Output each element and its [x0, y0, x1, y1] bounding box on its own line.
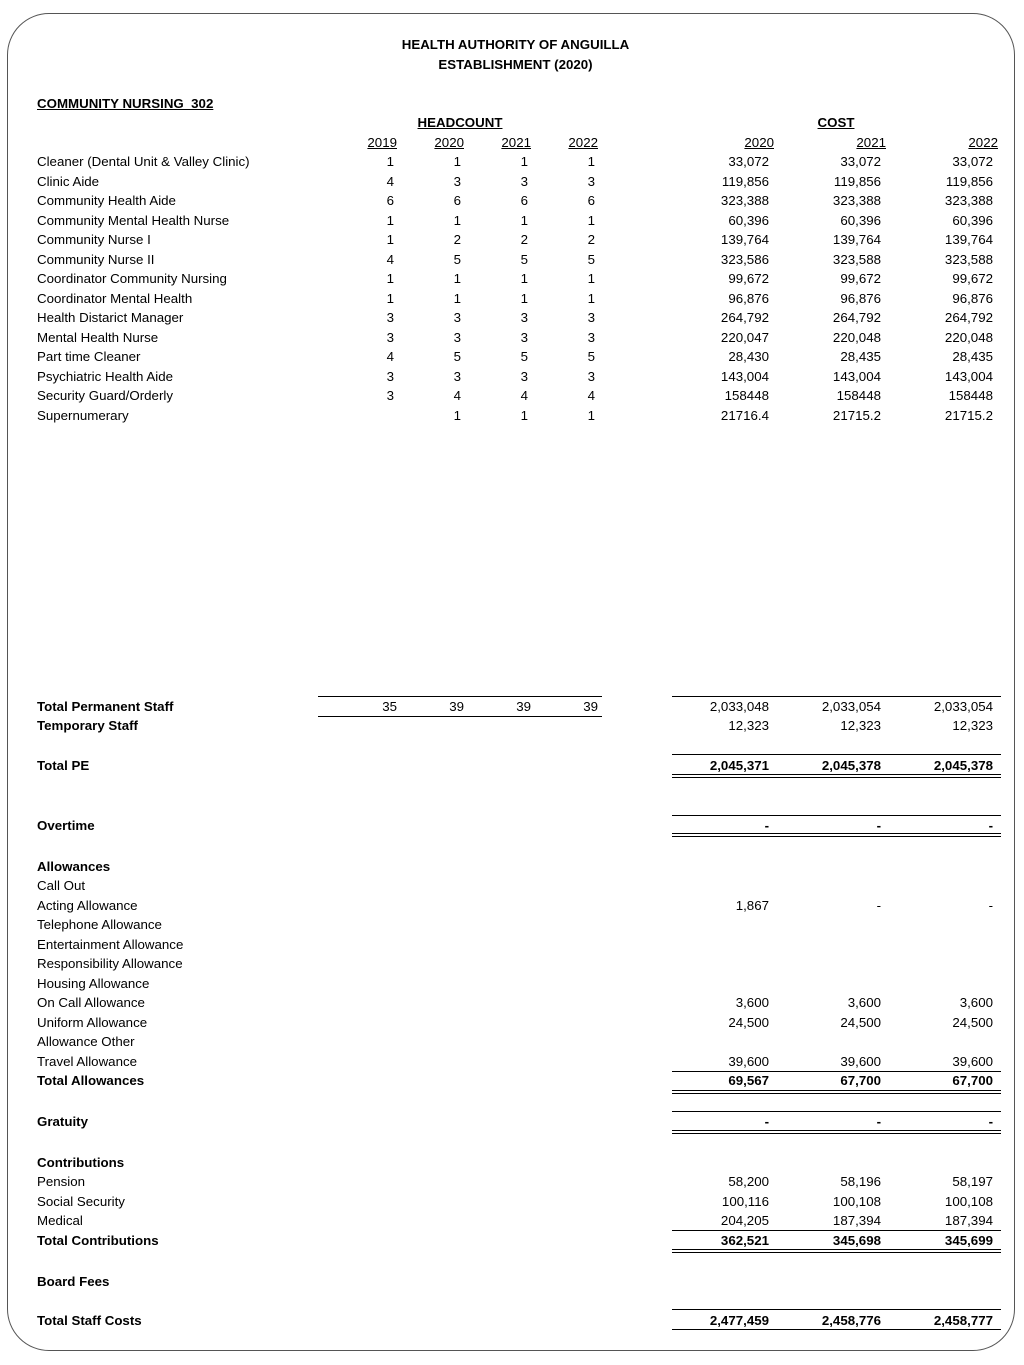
headcount-cell: 3 — [386, 330, 394, 345]
position-title: Coordinator Community Nursing — [37, 271, 227, 286]
cost-cell: 60,396 — [728, 213, 769, 228]
cost-cell: 39,600 — [952, 1054, 993, 1069]
cost-cell: 323,388 — [832, 193, 881, 208]
headcount-cell: 3 — [587, 310, 595, 325]
total-staff-costs-line — [672, 1309, 1001, 1310]
headcount-cell: 3 — [520, 369, 528, 384]
contribution-label: Medical — [37, 1213, 83, 1228]
cost-cell: 3,600 — [847, 995, 881, 1010]
headcount-cell: 3 — [587, 330, 595, 345]
cost-year-2020: 2020 — [744, 135, 774, 150]
position-title: Coordinator Mental Health — [37, 291, 193, 306]
headcount-cell: 1 — [587, 154, 595, 169]
headcount-cell: 5 — [587, 349, 595, 364]
headcount-cell: 3 — [587, 369, 595, 384]
cost-cell: 12,323 — [840, 718, 881, 733]
allowance-label: Acting Allowance — [37, 898, 138, 913]
headcount-cell: 5 — [520, 252, 528, 267]
position-title: Community Nurse II — [37, 252, 155, 267]
position-title: Community Mental Health Nurse — [37, 213, 230, 228]
gratuity-line — [672, 1111, 1001, 1112]
cost-cell: 100,116 — [721, 1194, 769, 1209]
cost-cell: 2,045,371 — [709, 758, 769, 773]
headcount-cell: 1 — [587, 213, 595, 228]
cost-cell: 96,876 — [728, 291, 769, 306]
overtime-underline-2 — [672, 836, 1001, 837]
cost-cell: 12,323 — [728, 718, 769, 733]
establishment-subtitle: ESTABLISHMENT (2020) — [438, 57, 593, 72]
cost-cell: 28,435 — [840, 349, 881, 364]
cost-cell: 60,396 — [952, 213, 993, 228]
headcount-cell: 6 — [386, 193, 394, 208]
cost-cell: 1,867 — [735, 898, 769, 913]
total-staff-costs-underline — [672, 1329, 1001, 1330]
headcount-year-2020: 2020 — [434, 135, 464, 150]
headcount-cell: 6 — [453, 193, 461, 208]
headcount-cell: 4 — [453, 388, 461, 403]
headcount-cell: 1 — [386, 213, 394, 228]
cost-cell: 58,197 — [952, 1174, 993, 1189]
cost-cell: 264,792 — [944, 310, 993, 325]
headcount-cell: 3 — [386, 310, 394, 325]
cost-cell: 323,388 — [720, 193, 769, 208]
cost-cell: - — [988, 1114, 993, 1129]
headcount-cell: 3 — [453, 310, 461, 325]
headcount-cell: 1 — [453, 271, 461, 286]
position-title: Health Distarict Manager — [37, 310, 184, 325]
position-title: Clinic Aide — [37, 174, 100, 189]
board-fees-label: Board Fees — [37, 1274, 110, 1289]
total-permanent-cost-line — [672, 696, 1001, 697]
allowances-heading: Allowances — [37, 859, 111, 874]
total-permanent-headcount-underline — [318, 716, 602, 717]
position-title: Mental Health Nurse — [37, 330, 159, 345]
contribution-label: Social Security — [37, 1194, 125, 1209]
gratuity-label: Gratuity — [37, 1114, 88, 1129]
overtime-label: Overtime — [37, 818, 95, 833]
headcount-cell: 2 — [587, 232, 595, 247]
allowance-label: Uniform Allowance — [37, 1015, 148, 1030]
headcount-cell: 1 — [587, 408, 595, 423]
cost-cell: 139,764 — [832, 232, 881, 247]
cost-cell: 264,792 — [720, 310, 769, 325]
cost-cell: 39,600 — [840, 1054, 881, 1069]
cost-cell: 2,033,054 — [821, 699, 881, 714]
cost-cell: - — [988, 898, 993, 913]
cost-cell: 21715.2 — [832, 408, 881, 423]
headcount-cell: 3 — [386, 388, 394, 403]
total-pe-label: Total PE — [37, 758, 90, 773]
cost-cell: 220,048 — [832, 330, 881, 345]
cost-cell: 345,699 — [944, 1233, 993, 1248]
total-pe-line — [672, 754, 1001, 755]
headcount-year-2022: 2022 — [568, 135, 598, 150]
cost-cell: - — [876, 1114, 881, 1129]
cost-cell: 39,600 — [728, 1054, 769, 1069]
total-contributions-label: Total Contributions — [37, 1233, 159, 1248]
total-permanent-headcount-line — [318, 696, 602, 697]
cost-cell: 187,394 — [832, 1213, 881, 1228]
temporary-staff-label: Temporary Staff — [37, 718, 138, 733]
cost-cell: 2,045,378 — [933, 758, 993, 773]
headcount-cell: 1 — [386, 291, 394, 306]
gratuity-underline-2 — [672, 1133, 1001, 1134]
cost-cell: 33,072 — [840, 154, 881, 169]
cost-year-2021: 2021 — [856, 135, 886, 150]
cost-cell: - — [988, 818, 993, 833]
headcount-cell: 3 — [587, 174, 595, 189]
headcount-cell: 6 — [587, 193, 595, 208]
headcount-cell: 1 — [587, 291, 595, 306]
headcount-year-2021: 2021 — [501, 135, 531, 150]
total-contributions-underline-2 — [672, 1252, 1001, 1253]
cost-cell: 323,388 — [944, 193, 993, 208]
headcount-cell: 1 — [453, 154, 461, 169]
cost-cell: 100,108 — [944, 1194, 993, 1209]
allowance-label: Responsibility Allowance — [37, 956, 183, 971]
allowance-label: Allowance Other — [37, 1034, 135, 1049]
cost-cell: 58,196 — [840, 1174, 881, 1189]
cost-cell: 3,600 — [735, 995, 769, 1010]
cost-cell: 158448 — [724, 388, 769, 403]
headcount-cell: 4 — [386, 174, 394, 189]
overtime-underline — [672, 833, 1001, 834]
allowance-label: Call Out — [37, 878, 86, 893]
allowance-label: Telephone Allowance — [37, 917, 162, 932]
cost-cell: 33,072 — [952, 154, 993, 169]
cost-cell: 67,700 — [952, 1073, 993, 1088]
total-allowances-label: Total Allowances — [37, 1073, 145, 1088]
headcount-cell: 1 — [520, 408, 528, 423]
headcount-cell: 1 — [453, 408, 461, 423]
cost-cell: 204,205 — [720, 1213, 769, 1228]
headcount-cell: 6 — [520, 193, 528, 208]
cost-header: COST — [817, 115, 855, 130]
headcount-cell: 3 — [520, 330, 528, 345]
headcount-cell: 4 — [386, 349, 394, 364]
headcount-cell: 5 — [453, 349, 461, 364]
allowance-label: Travel Allowance — [37, 1054, 138, 1069]
cost-cell: 220,047 — [720, 330, 769, 345]
cost-cell: 119,856 — [721, 174, 769, 189]
position-title: Cleaner (Dental Unit & Valley Clinic) — [37, 154, 250, 169]
cost-cell: 119,856 — [945, 174, 993, 189]
cost-cell: 2,458,777 — [933, 1313, 993, 1328]
total-pe-underline — [672, 774, 1001, 775]
cost-cell: 99,672 — [728, 271, 769, 286]
total-contributions-underline — [672, 1249, 1001, 1250]
cost-cell: 143,004 — [832, 369, 881, 384]
allowance-label: Entertainment Allowance — [37, 937, 184, 952]
headcount-cell: 3 — [520, 174, 528, 189]
headcount-cell: 4 — [520, 388, 528, 403]
cost-cell: 187,394 — [944, 1213, 993, 1228]
cost-cell: 158448 — [836, 388, 881, 403]
cost-cell: - — [764, 1114, 769, 1129]
headcount-cell: 4 — [386, 252, 394, 267]
cost-cell: 2,045,378 — [821, 758, 881, 773]
headcount-cell: 1 — [453, 291, 461, 306]
total-allowances-line — [672, 1071, 1001, 1072]
position-title: Supernumerary — [37, 408, 129, 423]
cost-cell: 345,698 — [832, 1233, 881, 1248]
cost-cell: - — [876, 818, 881, 833]
cost-cell: 220,048 — [944, 330, 993, 345]
headcount-cell: 1 — [453, 213, 461, 228]
cost-cell: 12,323 — [952, 718, 993, 733]
headcount-cell: 1 — [587, 271, 595, 286]
cost-cell: 67,700 — [840, 1073, 881, 1088]
headcount-cell: 2 — [520, 232, 528, 247]
cost-cell: 24,500 — [952, 1015, 993, 1030]
gratuity-underline — [672, 1130, 1001, 1131]
headcount-cell: 1 — [520, 291, 528, 306]
position-title: Psychiatric Health Aide — [37, 369, 173, 384]
cost-cell: 264,792 — [832, 310, 881, 325]
total-staff-costs-label: Total Staff Costs — [37, 1313, 142, 1328]
cost-cell: 33,072 — [728, 154, 769, 169]
cost-cell: 96,876 — [840, 291, 881, 306]
cost-cell: 99,672 — [840, 271, 881, 286]
cost-cell: 2,033,054 — [933, 699, 993, 714]
contributions-heading: Contributions — [37, 1155, 125, 1170]
cost-cell: - — [764, 818, 769, 833]
cost-cell: 24,500 — [840, 1015, 881, 1030]
total-headcount-cell: 39 — [583, 699, 598, 714]
total-permanent-label: Total Permanent Staff — [37, 699, 174, 714]
cost-cell: 2,458,776 — [821, 1313, 881, 1328]
headcount-cell: 3 — [453, 330, 461, 345]
total-allowances-underline-2 — [672, 1093, 1001, 1094]
headcount-cell: 1 — [520, 154, 528, 169]
headcount-cell: 1 — [386, 232, 394, 247]
total-headcount-cell: 39 — [449, 699, 464, 714]
headcount-cell: 5 — [587, 252, 595, 267]
cost-cell: 69,567 — [728, 1073, 769, 1088]
section-title: COMMUNITY NURSING 302 — [37, 96, 214, 111]
cost-cell: 119,856 — [833, 174, 881, 189]
headcount-cell: 3 — [453, 369, 461, 384]
allowance-label: Housing Allowance — [37, 976, 150, 991]
cost-cell: 28,435 — [952, 349, 993, 364]
headcount-cell: 3 — [453, 174, 461, 189]
cost-cell: 96,876 — [952, 291, 993, 306]
cost-cell: 3,600 — [959, 995, 993, 1010]
cost-cell: 143,004 — [944, 369, 993, 384]
cost-cell: 323,588 — [832, 252, 881, 267]
headcount-header: HEADCOUNT — [417, 115, 503, 130]
headcount-cell: 5 — [453, 252, 461, 267]
cost-cell: 158448 — [948, 388, 993, 403]
cost-cell: 139,764 — [720, 232, 769, 247]
overtime-line — [672, 815, 1001, 816]
headcount-year-2019: 2019 — [367, 135, 397, 150]
position-title: Security Guard/Orderly — [37, 388, 173, 403]
headcount-cell: 2 — [453, 232, 461, 247]
cost-cell: 143,004 — [720, 369, 769, 384]
total-pe-underline-2 — [672, 777, 1001, 778]
total-allowances-underline — [672, 1090, 1001, 1091]
headcount-cell: 1 — [520, 213, 528, 228]
position-title: Community Health Aide — [37, 193, 176, 208]
cost-cell: 99,672 — [952, 271, 993, 286]
total-contributions-line — [672, 1230, 1001, 1231]
headcount-cell: 4 — [587, 388, 595, 403]
position-title: Community Nurse I — [37, 232, 151, 247]
cost-cell: 58,200 — [728, 1174, 769, 1189]
cost-cell: 323,588 — [944, 252, 993, 267]
cost-cell: - — [876, 898, 881, 913]
position-title: Part time Cleaner — [37, 349, 141, 364]
allowance-label: On Call Allowance — [37, 995, 145, 1010]
cost-cell: 139,764 — [944, 232, 993, 247]
headcount-cell: 1 — [386, 154, 394, 169]
cost-year-2022: 2022 — [968, 135, 998, 150]
cost-cell: 21716.4 — [720, 408, 769, 423]
cost-cell: 60,396 — [840, 213, 881, 228]
cost-cell: 100,108 — [832, 1194, 881, 1209]
contribution-label: Pension — [37, 1174, 86, 1189]
headcount-cell: 1 — [520, 271, 528, 286]
headcount-cell: 3 — [520, 310, 528, 325]
cost-cell: 362,521 — [720, 1233, 769, 1248]
cost-cell: 2,033,048 — [709, 699, 769, 714]
cost-cell: 2,477,459 — [709, 1313, 769, 1328]
cost-cell: 323,586 — [720, 252, 769, 267]
headcount-cell: 1 — [386, 271, 394, 286]
total-headcount-cell: 35 — [382, 699, 397, 714]
headcount-cell: 3 — [386, 369, 394, 384]
cost-cell: 24,500 — [728, 1015, 769, 1030]
org-title: HEALTH AUTHORITY OF ANGUILLA — [401, 37, 630, 52]
headcount-cell: 5 — [520, 349, 528, 364]
total-headcount-cell: 39 — [516, 699, 531, 714]
cost-cell: 21715.2 — [944, 408, 993, 423]
cost-cell: 28,430 — [728, 349, 769, 364]
